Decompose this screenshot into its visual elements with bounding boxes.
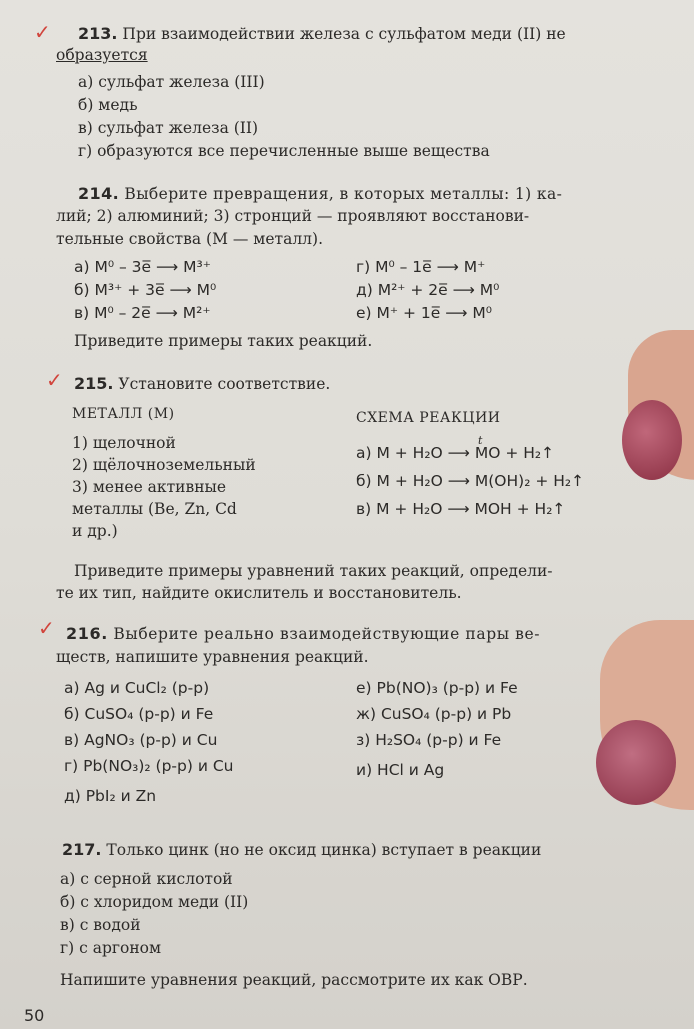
problem-217-title: 217. Только цинк (но не оксид цинка) вступает в реакции	[62, 840, 542, 859]
option-214-e: д) M²⁺ + 2e̅ ⟶ M⁰	[356, 281, 500, 299]
option-217-c: в) с водой	[60, 916, 141, 934]
option-214-c: в) M⁰ – 2e̅ ⟶ M²⁺	[74, 304, 211, 322]
problem-214-number: 214.	[78, 184, 120, 203]
page-number: 50	[24, 1006, 45, 1025]
problem-215-footer-2: те их тип, найдите окислитель и восстановитель.	[56, 584, 462, 602]
scheme-b: б) M + H₂O ⟶ M(OH)₂ + H₂↑	[356, 472, 585, 490]
metal-item-3-cont: металлы (Be, Zn, Cd	[72, 500, 237, 518]
pair-216-i: и) HCl и Ag	[356, 761, 445, 779]
pair-216-f: е) Pb(NO)₃ (р-р) и Fe	[356, 679, 518, 697]
problem-216-line1: 216. Выберите реально взаимодействующие пары ве-	[66, 624, 541, 643]
problem-215-footer-1: Приведите примеры уравнений таких реакций, определи-	[74, 562, 553, 580]
problem-216-line2: ществ, напишите уравнения реакций.	[56, 648, 369, 666]
checkmark-icon: ✓	[34, 20, 51, 44]
problem-216-number: 216.	[66, 624, 108, 643]
pair-216-h: з) H₂SO₄ (р-р) и Fe	[356, 731, 502, 749]
scheme-column-header: СХЕМА РЕАКЦИИ	[356, 410, 501, 426]
metal-item-3-end: и др.)	[72, 522, 118, 540]
option-214-a: а) M⁰ – 3e̅ ⟶ M³⁺	[74, 258, 211, 276]
problem-213-number: 213.	[78, 24, 118, 43]
scheme-c: в) M + H₂O ⟶ MOH + H₂↑	[356, 500, 566, 518]
option-213-d: г) образуются все перечисленные выше вещества	[78, 142, 490, 160]
nail-lower	[596, 720, 676, 805]
metal-item-3: 3) менее активные	[72, 478, 227, 496]
option-214-d: г) M⁰ – 1e̅ ⟶ M⁺	[356, 258, 486, 276]
option-213-b: б) медь	[78, 96, 138, 114]
problem-215-number: 215.	[74, 374, 114, 393]
metal-item-1: 1) щелочной	[72, 434, 176, 452]
scheme-a: а) M + H₂O ⟶ MO + H₂↑	[356, 444, 555, 462]
pair-216-g: ж) CuSO₄ (р-р) и Pb	[356, 705, 512, 723]
problem-215-title: 215. Установите соответствие.	[74, 374, 331, 393]
arrow-heat-label: t	[478, 434, 483, 447]
problem-217-number: 217.	[62, 840, 102, 859]
problem-213-title-cont: образуется	[56, 46, 148, 64]
nail-upper	[622, 400, 682, 480]
option-217-a: а) с серной кислотой	[60, 870, 233, 888]
option-214-f: е) M⁺ + 1e̅ ⟶ M⁰	[356, 304, 492, 322]
checkmark-icon: ✓	[38, 616, 55, 640]
pair-216-c: в) AgNO₃ (р-р) и Cu	[64, 731, 218, 749]
pair-216-e: д) PbI₂ и Zn	[64, 787, 157, 805]
problem-214-line1: 214. Выберите превращения, в которых металлы: 1) ка-	[78, 184, 563, 203]
problem-214-line2: лий; 2) алюминий; 3) стронций — проявляют восстанови-	[56, 207, 530, 225]
pair-216-b: б) CuSO₄ (р-р) и Fe	[64, 705, 214, 723]
pair-216-a: а) Ag и CuCl₂ (р-р)	[64, 679, 210, 697]
metal-item-2: 2) щёлочноземельный	[72, 456, 256, 474]
option-217-b: б) с хлоридом меди (II)	[60, 893, 249, 911]
option-214-b: б) M³⁺ + 3e̅ ⟶ M⁰	[74, 281, 217, 299]
pair-216-d: г) Pb(NO₃)₂ (р-р) и Cu	[64, 757, 234, 775]
option-217-d: г) с аргоном	[60, 939, 162, 957]
problem-217-footer: Напишите уравнения реакций, рассмотрите их как ОВР.	[60, 971, 528, 989]
problem-213-title: 213. При взаимодействии железа с сульфатом меди (II) не	[78, 24, 566, 43]
option-213-a: а) сульфат железа (III)	[78, 73, 265, 91]
checkmark-icon: ✓	[46, 368, 63, 392]
problem-214-footer: Приведите примеры таких реакций.	[74, 332, 373, 350]
problem-214-line3: тельные свойства (M — металл).	[56, 230, 324, 248]
option-213-c: в) сульфат железа (II)	[78, 119, 259, 137]
metal-column-header: МЕТАЛЛ (M)	[72, 406, 175, 422]
